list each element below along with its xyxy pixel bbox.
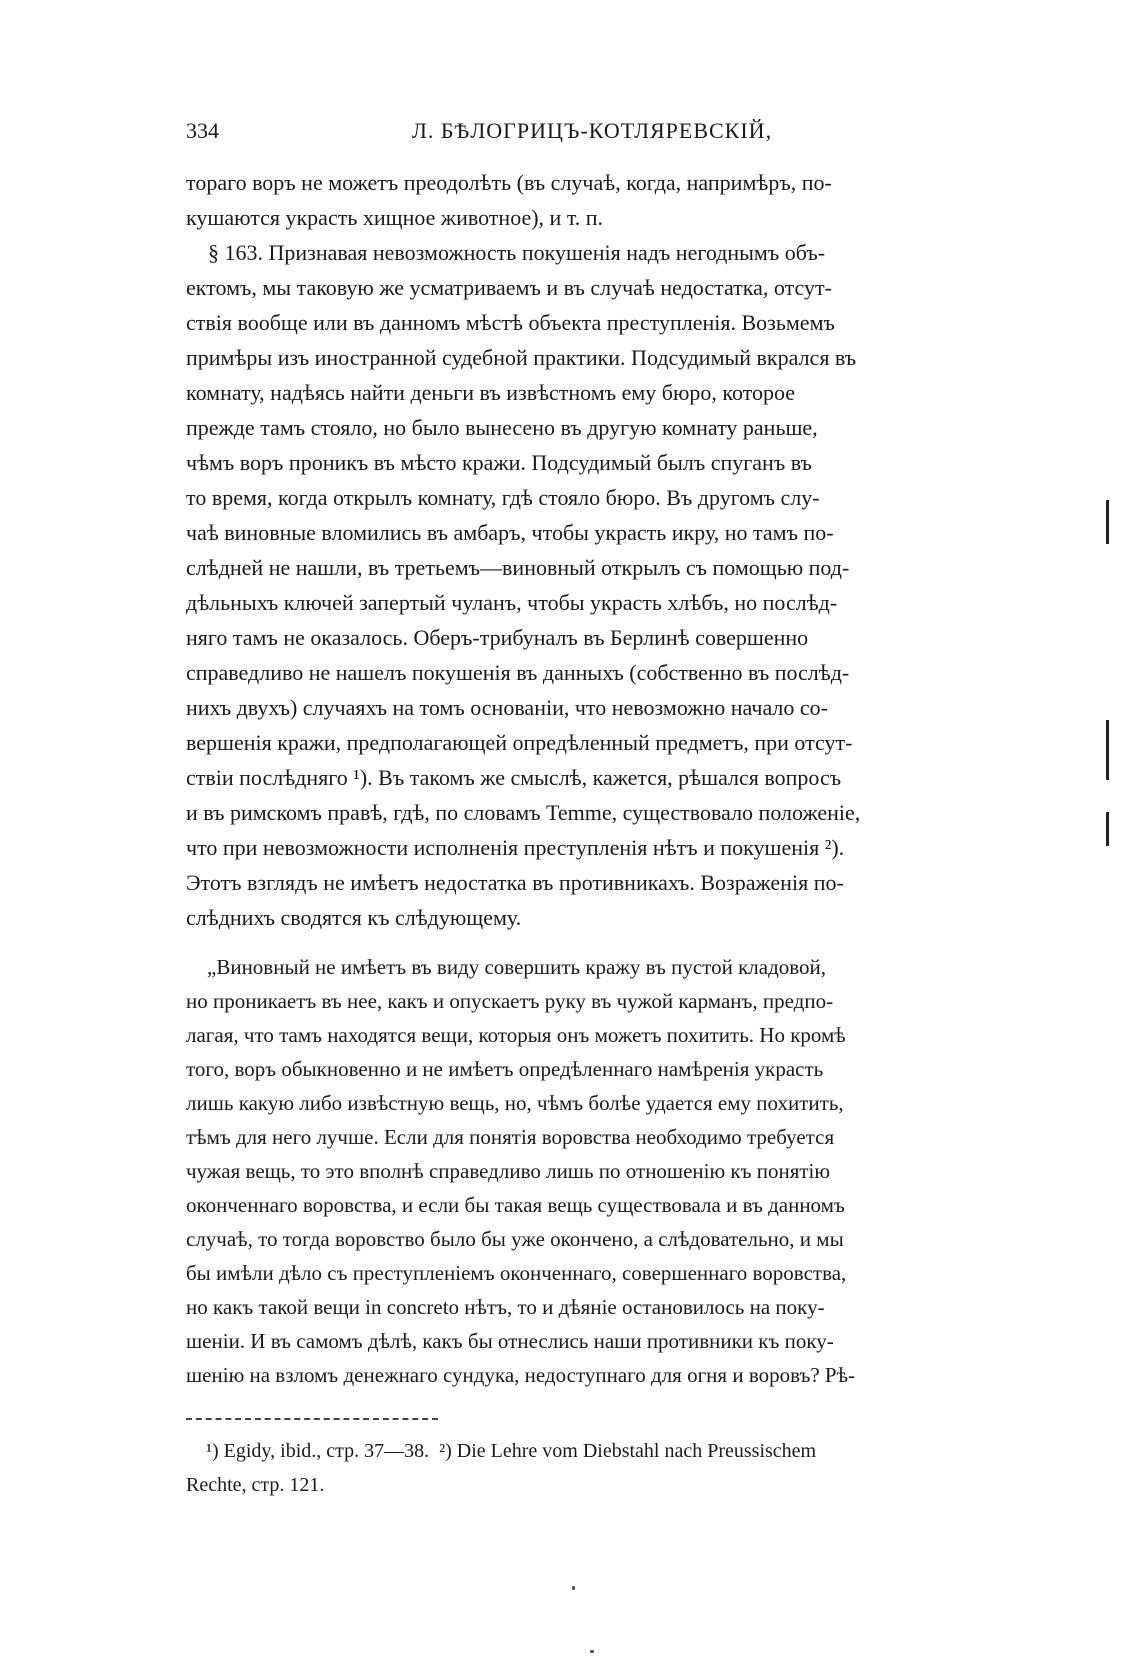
footnote-line: ¹) Egidy, ibid., стр. 37—38. ²) Die Lehre vom Diebstahl nach Preussischem xyxy=(186,1440,817,1462)
body-line: то время, когда открылъ комнату, гдѣ стояло бюро. Въ другомъ слу- xyxy=(186,485,820,510)
scan-speck xyxy=(590,1650,594,1653)
body-line: комнату, надѣясь найти деньги въ извѣстномъ ему бюро, которое xyxy=(186,380,796,405)
body-line: тораго воръ не можетъ преодолѣть (въ случаѣ, когда, напримѣръ, по- xyxy=(186,170,832,195)
quote-line: случаѣ, то тогда воровство было бы уже окончено, а слѣдовательно, и мы xyxy=(186,1227,844,1251)
quote-line: лишь какую либо извѣстную вещь, но, чѣмъ болѣе удается ему похитить, xyxy=(186,1091,844,1115)
quote-line: но какъ такой вещи in concreto нѣтъ, то и дѣяніе остановилось на поку- xyxy=(186,1295,825,1319)
quote-line: шеніи. И въ самомъ дѣлѣ, какъ бы отнеслись наши противники къ поку- xyxy=(186,1329,834,1353)
page-header xyxy=(180,118,1020,152)
body-line: няго тамъ не оказалось. Оберъ-трибуналъ въ Берлинѣ совершенно xyxy=(186,625,809,650)
body-line: и въ римскомъ правѣ, гдѣ, по словамъ Temme, существовало положеніе, xyxy=(186,800,861,825)
body-line: § 163. Признавая невозможность покушенія надъ негоднымъ объ- xyxy=(186,240,826,265)
scan-edge-mark xyxy=(1106,812,1109,846)
page-number: 334 xyxy=(186,118,219,143)
body-line: кушаются украсть хищное животное), и т. п. xyxy=(186,205,604,230)
body-line: чаѣ виновные вломились въ амбаръ, чтобы украсть икру, но тамъ по- xyxy=(186,520,834,545)
scan-edge-mark xyxy=(1106,720,1109,780)
body-line: вершенія кражи, предполагающей опредѣленный предметъ, при отсут- xyxy=(186,730,853,755)
body-line: ствія вообще или въ данномъ мѣстѣ объекта преступленія. Возьмемъ xyxy=(186,310,835,335)
body-line: что при невозможности исполненія преступленія нѣтъ и покушенія ²). xyxy=(186,835,845,860)
body-line: нихъ двухъ) случаяхъ на томъ основаніи, что невозможно начало со- xyxy=(186,695,828,720)
running-head: Л. БѢЛОГРИЦЪ-КОТЛЯРЕВСКІЙ, xyxy=(412,118,773,143)
body-line: слѣдней не нашли, въ третьемъ—виновный открылъ съ помощью под- xyxy=(186,555,850,580)
body-line: справедливо не нашелъ покушенія въ данныхъ (собственно въ послѣд- xyxy=(186,660,850,685)
footnote-separator xyxy=(186,1418,438,1420)
footnote-line: Rechte, стр. 121. xyxy=(186,1474,325,1496)
quote-line: шенію на взломъ денежнаго сундука, недоступнаго для огня и воровъ? Рѣ- xyxy=(186,1363,855,1387)
body-line: прежде тамъ стояло, но было вынесено въ другую комнату раньше, xyxy=(186,415,818,440)
quote-line: того, воръ обыкновенно и не имѣетъ опредѣленнаго намѣренія украсть xyxy=(186,1057,824,1081)
quote-line: „Виновный не имѣетъ въ виду совершить кражу въ пустой кладовой, xyxy=(186,955,827,979)
scan-edge-mark xyxy=(1106,500,1109,544)
body-line: ствіи послѣдняго ¹). Въ такомъ же смыслѣ, кажется, рѣшался вопросъ xyxy=(186,765,842,790)
body-line: чѣмъ воръ проникъ въ мѣсто кражи. Подсудимый былъ спуганъ въ xyxy=(186,450,812,475)
quote-line: лагая, что тамъ находятся вещи, которыя онъ можетъ похитить. Но кромѣ xyxy=(186,1023,846,1047)
body-line: Этотъ взглядъ не имѣетъ недостатка въ противникахъ. Возраженія по- xyxy=(186,870,844,895)
body-line: слѣднихъ сводятся къ слѣдующему. xyxy=(186,905,522,930)
body-line: примѣры изъ иностранной судебной практики. Подсудимый вкрался въ xyxy=(186,345,857,370)
body-line: ектомъ, мы таковую же усматриваемъ и въ случаѣ недостатка, отсут- xyxy=(186,275,832,300)
body-line: дѣльныхъ ключей запертый чуланъ, чтобы украсть хлѣбъ, но послѣд- xyxy=(186,590,838,615)
quote-line: оконченнаго воровства, и если бы такая вещь существовала и въ данномъ xyxy=(186,1193,845,1217)
quote-line: бы имѣли дѣло съ преступленіемъ оконченнаго, совершеннаго воровства, xyxy=(186,1261,847,1285)
scan-speck xyxy=(572,1586,575,1590)
quote-line: но проникаетъ въ нее, какъ и опускаетъ руку въ чужой карманъ, предпо- xyxy=(186,989,834,1013)
quote-line: чужая вещь, то это вполнѣ справедливо лишь по отношенію къ понятію xyxy=(186,1159,831,1183)
quote-line: тѣмъ для него лучше. Если для понятія воровства необходимо требуется xyxy=(186,1125,835,1149)
